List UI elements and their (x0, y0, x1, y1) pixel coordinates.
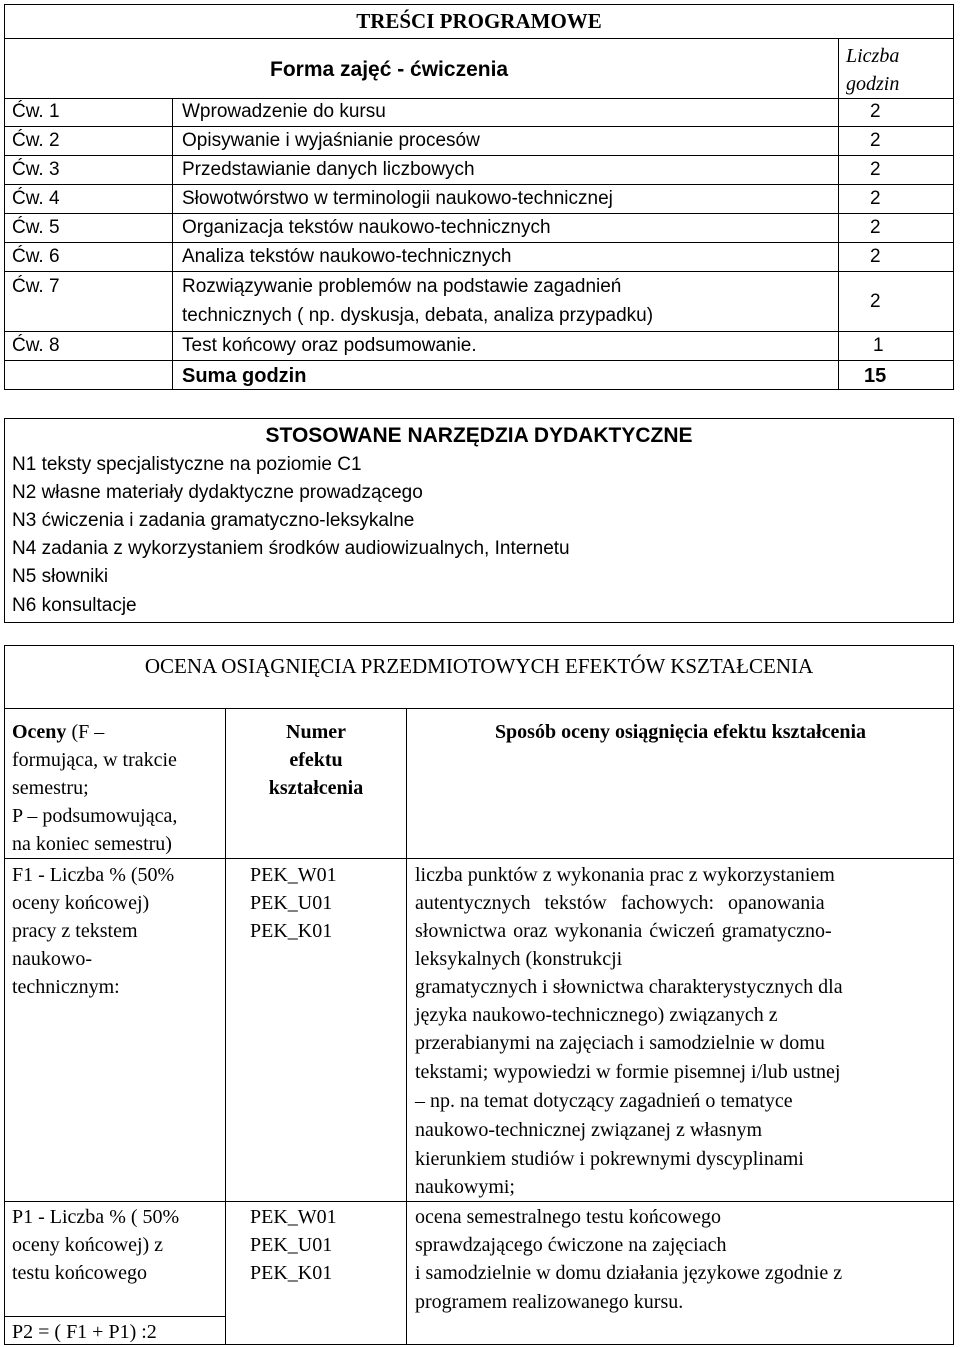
row-topic-7-line-1: Rozwiązywanie problemów na podstawie zagadnień (182, 276, 622, 297)
row-hours-6: 2 (870, 246, 881, 267)
program-title-divider (4, 38, 954, 39)
method-header: Sposób oceny osiągnięcia efektu kształcenia (494, 721, 867, 743)
f1-grade-line-1: F1 - Liczba % (50% (12, 864, 175, 886)
f1-row-divider (4, 1201, 954, 1202)
f1-grade-line-3: pracy z tekstem (12, 920, 138, 942)
p1-grade-line-3: testu końcowego (12, 1262, 147, 1284)
row-code-7: Ćw. 7 (12, 276, 60, 297)
p1-effect-code-1: PEK_W01 (250, 1206, 337, 1228)
row-code-6: Ćw. 6 (12, 246, 60, 267)
row-topic-3: Przedstawianie danych liczbowych (182, 159, 475, 180)
assessment-header-divider (4, 858, 954, 859)
p1-method-line-3: i samodzielnie w domu działania językowe zgodnie z (415, 1262, 843, 1284)
effect-header-line-3: kształcenia (268, 777, 364, 799)
f1-method-line-8: tekstami; wypowiedzi w formie pisemnej i/lub ustnej (415, 1061, 841, 1083)
f1-effect-code-3: PEK_K01 (250, 920, 333, 942)
program-col-divider-1 (172, 98, 173, 390)
row-code-8: Ćw. 8 (12, 335, 60, 356)
row-code-4: Ćw. 4 (12, 188, 60, 209)
form-header: Forma zajęć - ćwiczenia (270, 58, 509, 81)
p1-method-line-1: ocena semestralnego testu końcowego (415, 1206, 722, 1228)
f1-method-line-4: leksykalnych (konstrukcji (415, 948, 623, 970)
p2-formula: P2 = ( F1 + P1) :2 (12, 1321, 157, 1343)
row-topic-1: Wprowadzenie do kursu (182, 101, 386, 122)
row-code-5: Ćw. 5 (12, 217, 60, 238)
tool-item-6: N6 konsultacje (12, 595, 137, 616)
row-topic-8: Test końcowy oraz podsumowanie. (182, 335, 477, 356)
row-divider-6 (4, 271, 954, 272)
row-hours-1: 2 (870, 101, 881, 122)
f1-method-line-5: gramatycznych i słownictwa charakterystycznych dla (415, 976, 843, 998)
f1-grade-line-4: naukowo- (12, 948, 92, 970)
f1-method-line-3: słownictwa oraz wykonania ćwiczeń gramatyczno- (415, 920, 832, 942)
assessment-col-divider-1 (225, 708, 226, 1345)
p1-effect-code-3: PEK_K01 (250, 1262, 333, 1284)
sum-value: 15 (864, 365, 887, 387)
row-code-2: Ćw. 2 (12, 130, 60, 151)
row-code-1: Ćw. 1 (12, 101, 60, 122)
grades-header-line-1 (12, 718, 104, 746)
p1-grade-line-1: P1 - Liczba % ( 50% (12, 1206, 180, 1228)
f1-method-line-9: – np. na temat dotyczący zagadnień o tematyce (415, 1090, 793, 1112)
row-hours-3: 2 (870, 159, 881, 180)
f1-method-line-10: naukowo-technicznej związanej z własnym (415, 1119, 763, 1141)
grades-header-line-3: semestru; (12, 777, 89, 799)
tool-item-1: N1 teksty specjalistyczne na poziomie C1 (12, 454, 362, 475)
f1-method-line-12: naukowymi; (415, 1176, 515, 1198)
grades-header-line-4: P – podsumowująca, (12, 805, 178, 827)
assessment-col-divider-2 (406, 708, 407, 1345)
sum-label: Suma godzin (182, 365, 307, 387)
p1-effect-code-2: PEK_U01 (250, 1234, 333, 1256)
p2-row-divider (4, 1316, 226, 1317)
f1-grade-line-5: technicznym: (12, 976, 120, 998)
row-topic-7-line-2: technicznych ( np. dyskusja, debata, analiza przypadku) (182, 305, 654, 326)
tool-item-3: N3 ćwiczenia i zadania gramatyczno-leksykalne (12, 510, 415, 531)
tools-title: STOSOWANE NARZĘDZIA DYDAKTYCZNE (265, 424, 693, 447)
effect-header-line-1: Numer (286, 721, 346, 743)
row-divider-2 (4, 155, 954, 156)
tool-item-2: N2 własne materiały dydaktyczne prowadzącego (12, 482, 423, 503)
f1-method-line-7: przerabianymi na zajęciach i samodzielnie w domu (415, 1032, 825, 1054)
f1-method-line-1: liczba punktów z wykonania prac z wykorzystaniem (415, 864, 835, 886)
row-code-3: Ćw. 3 (12, 159, 60, 180)
grades-header-rest: (F – (71, 721, 105, 743)
program-title: TREŚCI PROGRAMOWE (356, 9, 602, 33)
row-topic-5: Organizacja tekstów naukowo-technicznych (182, 217, 551, 238)
p1-grade-line-2: oceny końcowej) z (12, 1234, 164, 1256)
f1-method-line-2: autentycznych tekstów fachowych: opanowania (415, 892, 825, 914)
f1-effect-code-2: PEK_U01 (250, 892, 333, 914)
assessment-title: OCENA OSIĄGNIĘCIA PRZEDMIOTOWYCH EFEKTÓW KSZTAŁCENIA (144, 654, 814, 678)
row-hours-8: 1 (873, 335, 884, 356)
program-col-divider-2 (838, 38, 839, 390)
p1-method-line-2: sprawdzającego ćwiczone na zajęciach (415, 1234, 727, 1256)
effect-header-line-2: efektu (289, 749, 343, 771)
p1-method-line-4: programem realizowanego kursu. (415, 1291, 684, 1313)
row-hours-7: 2 (870, 291, 881, 312)
header-divider (4, 98, 954, 99)
row-topic-2: Opisywanie i wyjaśnianie procesów (182, 130, 480, 151)
grades-header-bold: Oceny (12, 721, 67, 743)
grades-header-line-5: na koniec semestru) (12, 833, 172, 855)
assessment-title-divider (4, 708, 954, 709)
f1-method-line-11: kierunkiem studiów i pokrewnymi dyscyplinami (415, 1148, 804, 1170)
row-hours-5: 2 (870, 217, 881, 238)
row-topic-4: Słowotwórstwo w terminologii naukowo-technicznej (182, 188, 613, 209)
row-topic-6: Analiza tekstów naukowo-technicznych (182, 246, 512, 267)
row-hours-2: 2 (870, 130, 881, 151)
hours-header-2: godzin (846, 73, 900, 95)
row-hours-4: 2 (870, 188, 881, 209)
row-divider-7 (4, 331, 954, 332)
tool-item-5: N5 słowniki (12, 566, 109, 587)
row-divider-8 (4, 360, 954, 361)
f1-grade-line-2: oceny końcowej) (12, 892, 150, 914)
grades-header-line-2: formująca, w trakcie (12, 749, 177, 771)
hours-header-1: Liczba (846, 45, 900, 67)
f1-method-line-6: języka naukowo-technicznego) związanych z (415, 1004, 778, 1026)
tool-item-4: N4 zadania z wykorzystaniem środków audiowizualnych, Internetu (12, 538, 570, 559)
f1-effect-code-1: PEK_W01 (250, 864, 337, 886)
